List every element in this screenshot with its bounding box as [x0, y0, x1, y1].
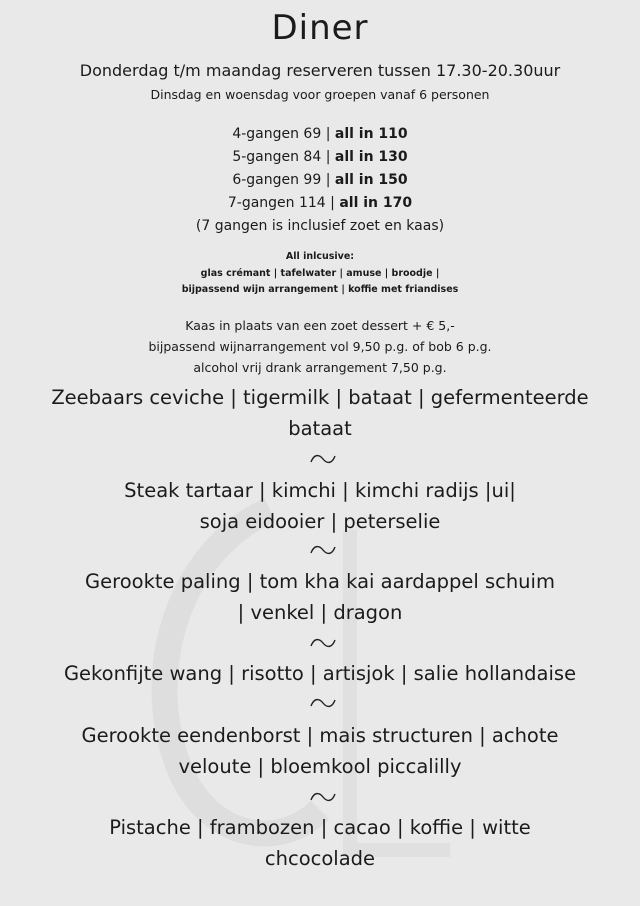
price-item: 4-gangen 69 | all in 110 — [232, 126, 408, 142]
all-inclusive-line: bijpassend wijn arrangement | koffie met friandises — [181, 284, 459, 295]
page-title: Diner — [271, 8, 369, 48]
price-item: 7-gangen 114 | all in 170 — [227, 195, 413, 211]
price-list — [0, 123, 640, 238]
course-item: Zeebaars ceviche | tigermilk | bataat | gefermenteerde bataat — [51, 386, 589, 440]
course-item: Pistache | frambozen | cacao | koffie | witte chcocolade — [109, 816, 531, 870]
tilde-divider-icon — [308, 789, 338, 805]
price-item: 6-gangen 99 | all in 150 — [232, 172, 408, 188]
all-inclusive-block — [0, 249, 640, 299]
extra-line: Kaas in plaats van een zoet dessert + € 5,- — [185, 318, 455, 333]
group-note: Dinsdag en woensdag voor groepen vanaf 6 personen — [150, 87, 490, 102]
tilde-divider-icon — [308, 451, 338, 467]
all-inclusive-heading: All inlcusive: — [285, 251, 355, 262]
reservation-hours: Donderdag t/m maandag reserveren tussen 17.30-20.30uur — [79, 61, 561, 80]
course-item: Gerookte eendenborst | mais structuren | achote veloute | bloemkool piccalilly — [81, 724, 559, 778]
extra-line: bijpassend wijnarrangement vol 9,50 p.g. of bob 6 p.g. — [148, 339, 492, 354]
extra-line: alcohol vrij drank arrangement 7,50 p.g. — [193, 360, 447, 375]
tilde-divider-icon — [308, 695, 338, 711]
course-item: Gerookte paling | tom kha kai aardappel schuim | venkel | dragon — [85, 570, 555, 624]
price-note: (7 gangen is inclusief zoet en kaas) — [195, 218, 445, 234]
price-item: 5-gangen 84 | all in 130 — [232, 149, 408, 165]
tilde-divider-icon — [308, 542, 338, 558]
tilde-divider-icon — [308, 635, 338, 651]
all-inclusive-line: glas crémant | tafelwater | amuse | broodje | — [200, 267, 440, 279]
extras-block — [0, 315, 640, 378]
course-item: Steak tartaar | kimchi | kimchi radijs |ui| soja eidooier | peterselie — [124, 479, 516, 533]
course-item: Gekonfijte wang | risotto | artisjok | salie hollandaise — [63, 662, 577, 685]
